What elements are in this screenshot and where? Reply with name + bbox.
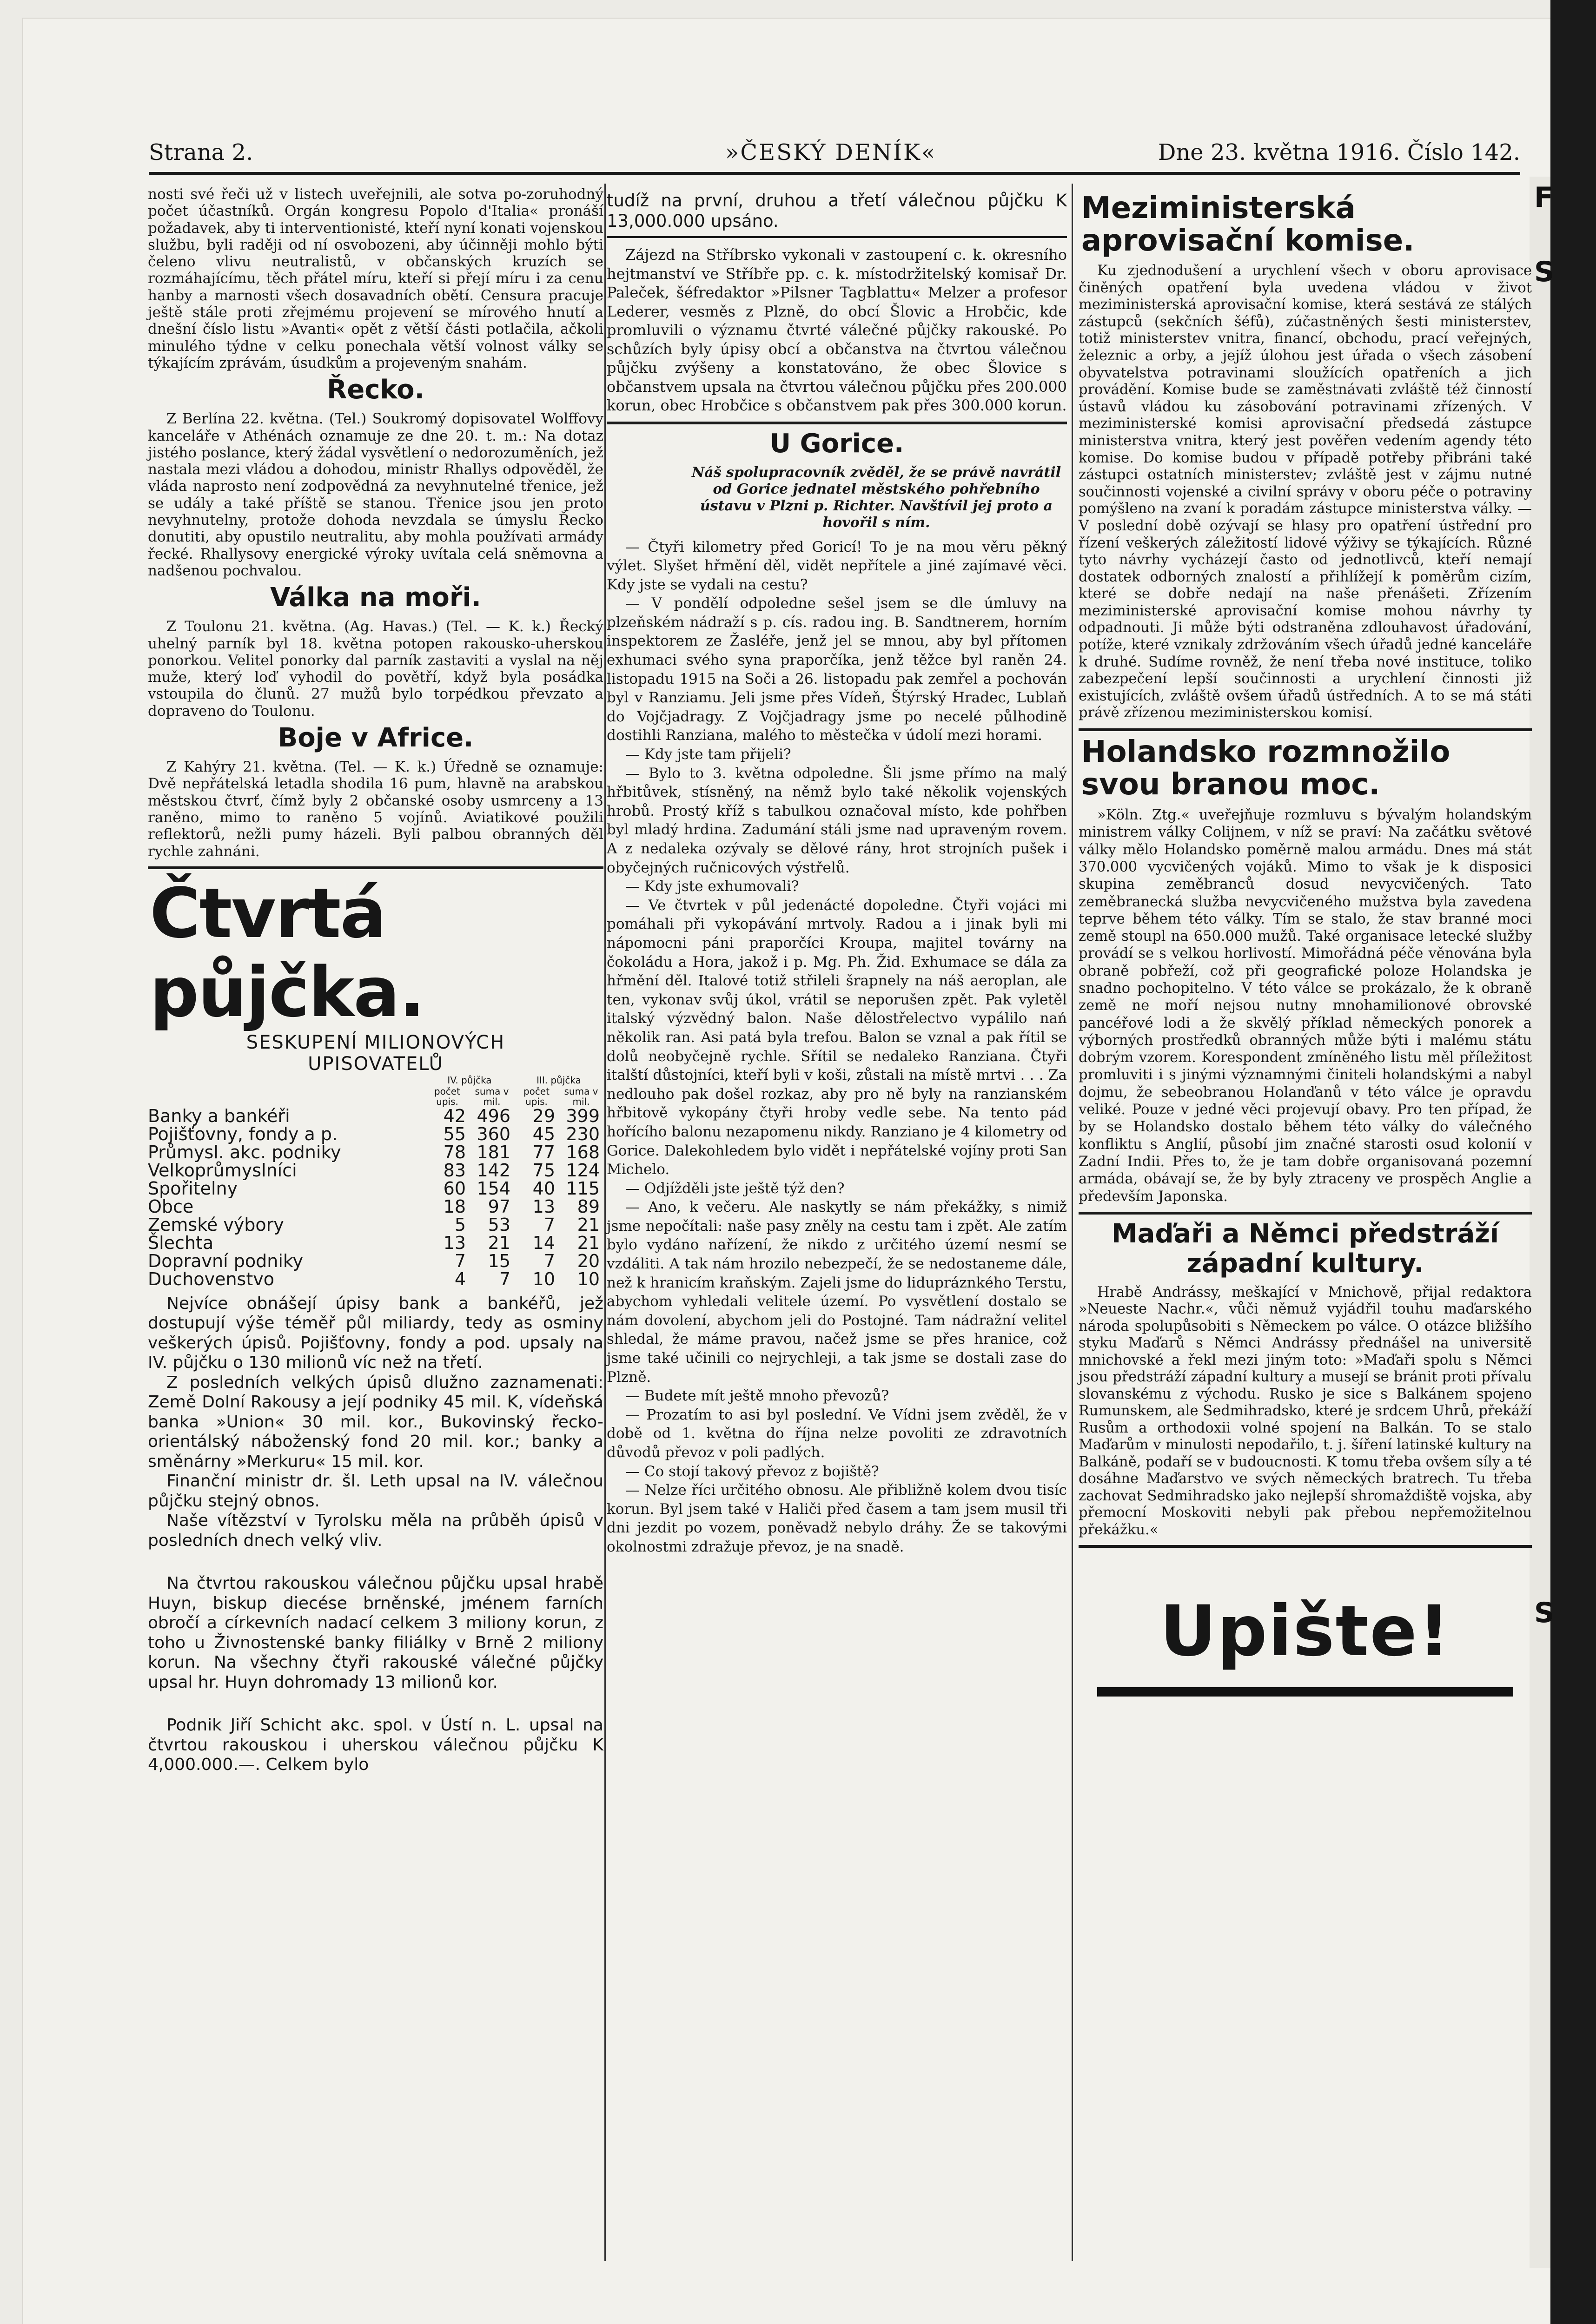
edge-letter: F xyxy=(1534,181,1553,214)
section-heading: Boje v Africe. xyxy=(278,723,474,753)
table-cell-value: 78 xyxy=(443,1142,466,1162)
article-text: Nejvíce obnášejí úpisy bank a bankéřů, jež dostupují výše téměř půl miliardy, tedy as osminy veškerých úpisů. Pojišťovny, fondy a pod. upsaly na IV. půjčku o 130 milionů víc než na třetí. xyxy=(148,1294,603,1373)
table-cell-value: 21 xyxy=(577,1232,600,1253)
table-cell-value: 83 xyxy=(443,1160,466,1181)
section-heading: Maďaři a Němci předstráží západní kultury. xyxy=(1111,1218,1499,1279)
article-text: Podnik Jiří Schicht akc. spol. v Ústí n. L. upsal na čtvrtou rakouskou i uherskou válečnou půjčku K 4,000.000.—. Celkem bylo xyxy=(148,1716,603,1775)
table-cell-value: 5 xyxy=(454,1214,466,1235)
dialog-line: — Nelze říci určitého obnosu. Ale přibližně kolem dvou tisíc korun. Byl jsem také v Haliči před časem a tam jsem musil tři dni jezdit po vozem, poněvadž nebylo dráhy. Že se takovými okolnostmi zdražuje převoz, je na snadě. xyxy=(607,1482,1067,1555)
table-cell-value: 55 xyxy=(443,1123,466,1144)
table-cell-label: Velkoprůmyslníci xyxy=(148,1160,297,1181)
decorative-bar xyxy=(1097,1687,1513,1697)
table-cell-label: Obce xyxy=(148,1196,194,1217)
table-row xyxy=(148,1198,603,1216)
article-text: Ku zjednodušení a urychlení všech v oboru aprovisace činěných opatření byla uvedena vládou v život meziministerská aprovisační komise, která sestává ze stálých zástupců (sekčních šéfů), zúčastněných šesti ministerstev, totiž ministerstev vnitra, financí, obchodu, prací veřejných, železnic a orby, a jejíž úlohou jest úřada o všech zásobení obyvatelstva potravinami sloužících opatřeních a jich provádění. Komise bude se zaměstnávati zvláště též činností ústavů vládou ku zásobování potravinami zřízených. V meziministerské komisi aprovisační předsedá zástupce ministerstva vnitra, který jest pověřen vedením agendy této komise. Do komise budou v případě potřeby přibráni také zástupci ostatních ministerstev; zvláště jest v zájmu nutné součinnosti vojenské a civilní správy v oboru péče o potraviny pomýšleno na zvaní k poradám zástupce ministerstva války. — V poslední době ozývají se hlasy pro opatření ústřední pro řízení veškerých záležitostí lidové výživy se týkajících. Různé tyto návrhy vycházejí často od jednotlivců, kteří nemají dostatek odborných znalostí a přihlížejí k poměrům cizím, které se dobře nedají na naše přenášeti. Zřízením meziministerské aprovisační komise mohou návrhy ty odpadnouti. Ji může býti odstraněna zdlouhavost úřadování, potíže, které vznikaly zdržováním všech úřadů jedné kanceláře k druhé. Sudíme rovněž, že není třeba nové instituce, toliko zabezpečení lepší součinnosti a urychlení činnosti již existujících, zvláště ovšem úřadů ústředních. A to se má státi právě zřízenou meziministerskou komisí. xyxy=(1079,263,1532,721)
dialog-line: — V pondělí odpoledne sešel jsem se dle úmluvy na plzeňském nádraží s p. cís. radou ing. B. Sandtnerem, horním inspektorem ze Žasléře, jenž jel se mnou, aby byl přítomen exhumaci svého syna praporčíka, jenž těžce byl raněn 24. listopadu 1915 na Soči a 26. listopadu pak zemřel a pochován byl v Ranziamu. Jeli jsme přes Vídeň, Štýrský Hradec, Lublaň do Vojčjadragy. Z Vojčjadragy jsme po necelé půlhodině dostihli Ranziana, malého to městečka v údolí mezi horami. xyxy=(607,595,1067,744)
table-cell-value: 10 xyxy=(532,1268,555,1289)
section-heading: Meziministerská aprovisační komise. xyxy=(1081,191,1415,258)
table-cell-label: Šlechta xyxy=(148,1232,214,1253)
section-heading: U Gorice. xyxy=(769,428,904,459)
table-cell-value: 7 xyxy=(543,1214,555,1235)
article-text: »Köln. Ztg.« uveřejňuje rozmluvu s bývalým holandským ministrem války Colijnem, v níž se praví: Na začátku světové války mělo Holandsko poměrně malou armádu. Dnes má stát 370.000 vycvičených vojáků. Mimo to však je k disposici skupina zeměbranců dosud nevycvičených. Tato zeměbranecká služba nevycvičeného mužstva byla zavedena teprve během této války. Tím se stalo, že stav branné moci země stoupl na 650.000 mužů. Také organisace letecké služby provádí se s velkou horlivostí. Mimořádná péče věnována byla obraně pobřeží, což při geografické poloze Holandska je snadno pochopitelno. V této válce se prokázalo, že k obraně země ne moří nejsou nutny mnohamilionové obrovské pancéřové lodi a že skvělý příklad německých ponorek a výborných prostředků obranných může býti i malému státu dobrým vzorem. Korespondent zmíněného listu měl příležitost promluviti i s jinými významnými činiteli holandskými a nabyl dojmu, že sebeobranou Holanďanů v této válce je opravdu veliké. Pouze v jedné věci projevují obavy. Pro ten případ, že by se Holandsko dostalo během této války do válečného konfliktu s Anglií, působí jim značné starosti osud kolonií v Zadní Indii. Přes to, že je tam dobře organisovaná pozemní armáda, obávají se, že by byly ztraceny ve prospěch Anglie a především Japonska. xyxy=(1079,807,1532,1205)
table-cell-value: 15 xyxy=(488,1250,510,1271)
table-cell-value: 60 xyxy=(443,1178,466,1199)
table-cell-value: 13 xyxy=(443,1232,466,1253)
section-rule xyxy=(148,866,603,869)
column-1 xyxy=(148,186,603,1775)
table-row xyxy=(148,1143,603,1162)
table-cell-value: 399 xyxy=(566,1105,600,1126)
table-row xyxy=(148,1270,603,1288)
column-divider xyxy=(1072,184,1073,2261)
dialog-line: — Ve čtvrtek v půl jedenácté dopoledne. Čtyři vojáci mi pomáhali při vykopávání mrtvoly. Radou a i jinak byli mi nápomocni páni praporčíci Kroupa, majitel továrny na čokoládu a Hora, jakož i p. Mg. Ph. Žid. Exhumace se dála za hřmění děl. Italové totiž střileli šrapnely na náš aeroplan, ale ten, vykonav svůj úkol, vrátil se neporušen zpět. Pak vyletěl italský výzvědný balon. Naše dělostřelectvo vypálilo nań několik ran. Asi patá byla trefou. Balon se vznal a pak řítil se dolů neobyčejně rychle. Sřítil se nedaleko Ranziana. Čtyři italští důstojníci, kteří byli v koši, zůstali na místě mrtvi . . . Za nedlouho pak došel rozkaz, aby pro ně byly na ranzianském hřbitově vykopány čtyři hroby vedle sebe. Na tento pád hořícího balonu nezapomenu nikdy. Ranziano je 4 kilometry od Gorice. Dalekohledem bylo vidět i nepřátelské vojíny proti San Michelo. xyxy=(607,897,1067,1178)
table-cell-value: 53 xyxy=(488,1214,510,1235)
edge-letter: S xyxy=(1534,1597,1555,1629)
table-row xyxy=(148,1125,603,1143)
table-cell-value: 4 xyxy=(454,1268,466,1289)
table-cell-value: 115 xyxy=(566,1178,600,1199)
section-rule xyxy=(1079,1212,1532,1215)
table-cell-value: 7 xyxy=(499,1268,510,1289)
article-text: Hrabě Andrássy, meškající v Mnichově, přijal redaktora »Neueste Nachr.«, vůči němuž vyjádřil touhu maďarského národa spolupůsobiti s Německem po válce. O otázce bližšího styku Maďarů s Němci Andrássy přednášel na universitě mnichovské a řekl mezi jiným toto: »Maďaři spolu s Němci jsou předstráží západní kultury a musejí se bránit proti přívalu slovanskému z východu. Rusko je sice s Balkánem spojeno Rumunskem, ale Sedmihradsko, které je srdcem Uhrů, překáží Rusům a orthodoxii volné spojení na Balkán. To se stalo Maďarům v minulosti nepodařilo, t. j. šíření latinské kultury na Balkáně, podaří se v budoucnosti. K tomu třeba ovšem síly a té dosáhne Maďarstvo ve svých německých bratrech. Tu třeba zachovat Sedmihradsko jako nejlepší shromaždiště vojska, aby přemocní Moskoviti nebyli pak přebou nepřemožitelnou překážku.« xyxy=(1079,1284,1532,1538)
section-heading: Řecko. xyxy=(327,375,424,405)
table-cell-value: 10 xyxy=(577,1268,600,1289)
editor-note: Náš spolupracovník zvěděl, že se právě navrátil od Gorice jednatel městského pohřebního ústavu v Plzni p. Richter. Navštívil jej proto a hovořil s ním. xyxy=(691,464,1061,531)
table-cell-value: 13 xyxy=(532,1196,555,1217)
column-3 xyxy=(1079,188,1532,1697)
table-row xyxy=(148,1162,603,1180)
dialog-line: — Čtyři kilometry před Goricí! To je na mou věru pěkný výlet. Slyšet hřmění děl, vidět nepřítele a jiné zajímavé věci. Kdy jste se vydali na cestu? xyxy=(607,538,1067,593)
article-text: Finanční ministr dr. šl. Leth upsal na IV. válečnou půjčku stejný obnos. xyxy=(148,1472,603,1511)
table-cell-value: 154 xyxy=(477,1178,510,1199)
section-rule xyxy=(607,422,1067,424)
table-cell-value: 77 xyxy=(532,1142,555,1162)
table-cell-value: 14 xyxy=(532,1232,555,1253)
table-cell-value: 7 xyxy=(543,1250,555,1271)
table-cell-value: 360 xyxy=(477,1123,510,1144)
table-header-sum: suma v mil. xyxy=(475,1085,509,1107)
table-cell-value: 89 xyxy=(577,1196,600,1217)
table-cell-value: 20 xyxy=(577,1250,600,1271)
column-2 xyxy=(607,191,1067,1557)
page-number: Strana 2. xyxy=(149,139,253,165)
article-text: nosti své řeči už v listech uveřejnili, ale sotva po-zoruhodný počet účastníků. Orgán kongresu Popolo d'Italia« pronáší požadavek, aby ti interventionisté, kteří nyní konati vojenskou službu, byli raději od ní osvobozeni, aby účinněji mohlo býti čeleno vlivu neutralistů, v občanských kruzích se rozmáhajícímu, těch přátel míru, kteří si přejí míru i za cenu hanby a marnosti všech dosavadních obětí. Censura pracuje ještě stále proti zřejmému projevení se mírového hnutí a dnešní číslo listu »Avanti« opět z větší části potlačila, ačkoli minulého týdne v celku ponechala větší volnost války se týkajícím zprávám, úsudkům a projeveným snahám. xyxy=(148,186,603,371)
table-cell-value: 40 xyxy=(532,1178,555,1199)
table-header-sum: suma v mil. xyxy=(564,1085,598,1107)
table-cell-value: 45 xyxy=(532,1123,555,1144)
article-text: Na čtvrtou rakouskou válečnou půjčku upsal hrabě Huyn, biskup diecése brněnské, jménem farních obročí a církevních nadací celkem 3 miliony korun, z toho u Živnostenské banky filiálky v Brně 2 miliony korun. Na všechny čtyři rakouské válečné půjčky upsal hr. Huyn dohromady 13 milionů kor. xyxy=(148,1574,603,1692)
table-cell-value: 496 xyxy=(477,1105,510,1126)
section-rule xyxy=(607,236,1067,238)
table-cell-value: 168 xyxy=(566,1142,600,1162)
section-rule xyxy=(1079,728,1532,731)
section-heading: Válka na moři. xyxy=(270,582,481,613)
upiste-headline: Upište! xyxy=(1159,1591,1451,1672)
interview-dialog xyxy=(607,538,1067,1557)
table-row xyxy=(148,1252,603,1270)
dialog-line: — Prozatím to asi byl poslední. Ve Vídni jsem zvěděl, že v době od 1. května do října nelze povoliti ze zdravotních důvodů převoz v poli padlých. xyxy=(607,1406,1067,1461)
table-cell-label: Spořitelny xyxy=(148,1178,238,1199)
table-cell-value: 29 xyxy=(532,1105,555,1126)
table-header-iii: III. půjčka xyxy=(536,1074,581,1086)
table-cell-label: Zemské výbory xyxy=(148,1214,284,1235)
table-cell-value: 7 xyxy=(454,1250,466,1271)
table-cell-label: Pojišťovny, fondy a p. xyxy=(148,1123,338,1144)
table-cell-value: 124 xyxy=(566,1160,600,1181)
column-divider xyxy=(604,184,606,2261)
article-text: Zájezd na Stříbrsko vykonali v zastoupení c. k. okresního hejtmanství ve Stříbře pp. c. k. místodržitelský komisař Dr. Paleček, šéfredaktor »Pilsner Tagblattu« Melzer a profesor Lederer, vesměs z Plzně, do obcí Šlovic a Hrobčic, kde promluvili o významu čtvrté válečné půjčky rakouské. Po schůzích byly úpisy obcí a občanstva na čtvrtou válečnou půjčku zvýšeny a konstatováno, že obec Šlovice s občanstvem upsala na čtvrtou válečnou půjčku přes 200.000 korun, obec Hrobčice s občanstvem pak přes 300.000 korun. xyxy=(607,246,1067,414)
table-cell-label: Banky a bankéři xyxy=(148,1105,290,1126)
dialog-line: — Odjížděli jste ještě týž den? xyxy=(625,1180,845,1197)
dialog-line: — Ano, k večeru. Ale naskytly se nám překážky, s nimiž jsme nepočítali: naše pasy zněly na cestu tam i zpět. Ale zatím bylo vydáno nařízení, že nikdo z určitého území nesmí se vzdáliti. A tak nám hrozilo nebezpečí, že se nedostaneme dále, než k hranicím kraňským. Zajeli jsme do lidupráznkého Terstu, abychom vyhledali velitele území. Po vysvětlení dostalo se nám dovolení, abychom jeli do Postojné. Tam nádražní velitel shledal, že máme pravou, načež jsme se přes hranice, což jsme také učinili co nejrychleji, a tak jsme se dostali zase do Plzně. xyxy=(607,1199,1067,1386)
table-cell-value: 75 xyxy=(532,1160,555,1181)
table-header-iv: IV. půjčka xyxy=(447,1074,492,1086)
article-text: Naše vítězství v Tyrolsku měla na průběh úpisů v posledních dnech velký vliv. xyxy=(148,1511,603,1550)
page-header xyxy=(149,139,1520,175)
article-text: Z Toulonu 21. května. (Ag. Havas.) (Tel. — K. k.) Řecký uhelný parník byl 18. května potopen rakousko-uherskou ponorkou. Velitel ponorky dal parník zastaviti a vyslal na něj muže, který loď vyhodil do povětří, když byla posádka vstoupila do člunů. 27 mužů bylo torpédkou převzato a dopraveno do Toulonu. xyxy=(148,618,603,720)
dialog-line: — Budete mít ještě mnoho převozů? xyxy=(625,1387,889,1405)
table-cell-label: Průmysl. akc. podniky xyxy=(148,1142,341,1162)
table-cell-value: 230 xyxy=(566,1123,600,1144)
dialog-line: — Kdy jste exhumovali? xyxy=(625,878,799,895)
next-page-edge xyxy=(1530,177,1550,2268)
dialog-line: — Kdy jste tam přijeli? xyxy=(625,746,791,763)
table-cell-value: 97 xyxy=(488,1196,510,1217)
article-text: Z Berlína 22. května. (Tel.) Soukromý dopisovatel Wolffovy kanceláře v Athénách oznamuje ze dne 20. t. m.: Na dotaz jistého poslance, který žádal vysvětlení o nedorozuměních, jež nastala mezi vládou a dohodou, ministr Rhallys odpověděl, že vláda naprosto není zodpovědná za nevyhnutelné třenice, jež se udály a také příště se stanou. Třenice jsou jen proto nevyhnutelny, protože dohoda nevzdala se úmyslu Řecko donutiti, aby opustilo neutralitu, aby mohla používati armády řecké. Rhallysovy energické výroky uvítala celá sněmovna a nadšenou pochvalou. xyxy=(148,410,603,579)
table-header-count: počet upis. xyxy=(523,1085,550,1107)
table-cell-value: 21 xyxy=(488,1232,510,1253)
table-cell-value: 18 xyxy=(443,1196,466,1217)
dialog-line: — Bylo to 3. května odpoledne. Šli jsme přímo na malý hřbitůvek, stísněný, na němž bylo také několik vojenských hrobů. Prostý kříž s tabulkou označoval místo, kde pohřben byl mladý hrdina. Zadumání stáli jsme nad upraveným rovem. A z nedaleka ozývaly se dělové rány, hrot strojních pušek i obyčejných ručnicových výstřelů. xyxy=(607,765,1067,876)
issue-date: Dne 23. května 1916. Číslo 142. xyxy=(1158,139,1520,165)
loan-headline: Čtvrtá půjčka. xyxy=(150,873,424,1032)
table-row xyxy=(148,1107,603,1125)
table-cell-value: 181 xyxy=(477,1142,510,1162)
dialog-line: — Co stojí takový převoz z bojiště? xyxy=(625,1463,879,1480)
section-heading: Holandsko rozmnožilo svou branou moc. xyxy=(1081,735,1450,802)
table-cell-label: Duchovenstvo xyxy=(148,1268,274,1289)
loan-subtitle: SESKUPENÍ MILIONOVÝCH xyxy=(246,1031,505,1053)
table-cell-value: 142 xyxy=(477,1160,510,1181)
loan-subtitle: UPISOVATELŮ xyxy=(308,1053,444,1075)
table-row xyxy=(148,1216,603,1234)
table-row xyxy=(148,1180,603,1198)
section-rule xyxy=(1079,1545,1532,1548)
subscription-table xyxy=(148,1075,603,1288)
table-row xyxy=(148,1234,603,1252)
scan-border xyxy=(1550,0,1596,2324)
masthead-title: »ČESKÝ DENÍK« xyxy=(725,139,937,165)
edge-letter: S xyxy=(1534,256,1555,288)
table-header-count: počet upis. xyxy=(434,1085,461,1107)
table-cell-value: 21 xyxy=(577,1214,600,1235)
table-cell-value: 42 xyxy=(443,1105,466,1126)
table-cell-label: Dopravní podniky xyxy=(148,1250,304,1271)
article-text: Z Kahýry 21. května. (Tel. — K. k.) Úředně se oznamuje: Dvě nepřátelská letadla shodila 16 pum, hlavně na arabskou městskou čtvrť, čímž byly 2 občanské osoby usmrceny a 13 raněno, mimo to raněno 5 vojínů. Aviatikové použili reflektorů, nežli pumy házeli. Byli palbou obranných děl rychle zahnáni. xyxy=(148,759,603,860)
article-text: Z posledních velkých úpisů dlužno zaznamenati: Země Dolní Rakousy a její podniky 45 mil. K, vídeňská banka »Union« 30 mil. kor., Bukovinský řecko-orientálský náboženský fond 20 mil. kor.; banky a směnárny »Merkuru« 15 mil. kor. xyxy=(148,1373,603,1471)
article-text: tudíž na první, druhou a třetí válečnou půjčku K 13,000.000 upsáno. xyxy=(607,191,1067,231)
